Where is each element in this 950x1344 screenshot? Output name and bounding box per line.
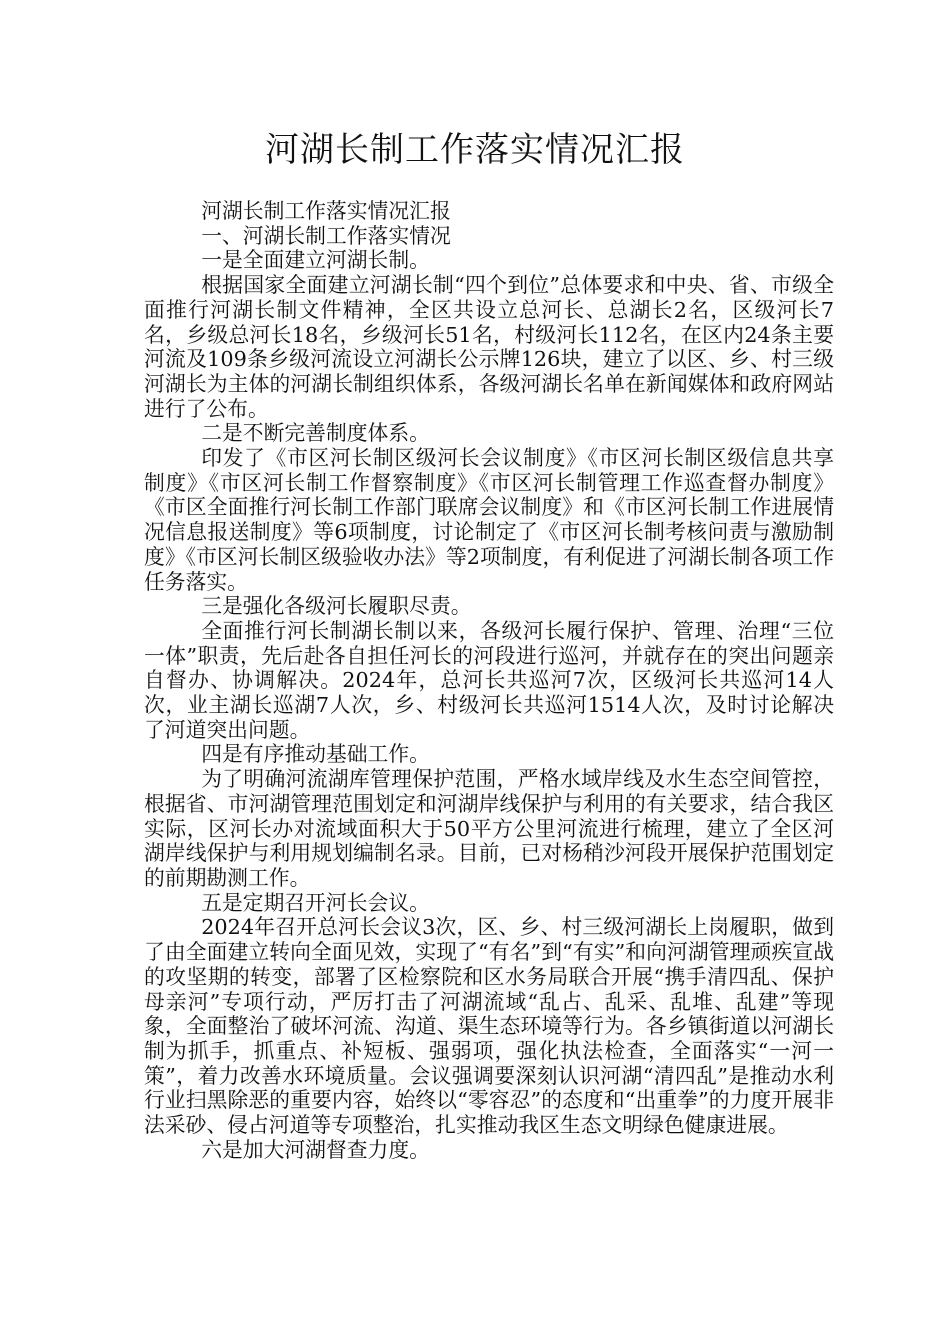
paragraph-3: 全面推行河长制湖长制以来，各级河长履行保护、管理、治理“三位一体”职责，先后赴各自担任河长的河段进行巡河，并就存在的突出问题亲自督办、协调解决。2024年，总河长共巡河7次，区级河长共巡河14人次，业主湖长巡湖7人次，乡、村级河长共巡河1514人次，及时讨论解决了河道突出问题。 [144, 618, 834, 742]
subheading-5: 五是定期召开河长会议。 [201, 890, 430, 915]
subheading-2: 二是不断完善制度体系。 [201, 421, 430, 446]
paragraph-1: 根据国家全面建立河湖长制“四个到位”总体要求和中央、省、市级全面推行河湖长制文件精神，全区共设立总河长、总湖长2名，区级河长7名，乡级总河长18名，乡级河长51名，村级河长112名，在区内24条主要河流及109条乡级河流设立河湖长公示牌126块，建立了以区、乡、村三级河湖长为主体的河湖长制组织体系，各级河湖长名单在新闻媒体和政府网站进行了公布。 [144, 273, 834, 421]
subheading-3: 三是强化各级河长履职尽责。 [201, 594, 472, 619]
subheading-4: 四是有序推动基础工作。 [201, 742, 430, 767]
body-heading-repeat: 河湖长制工作落实情况汇报 [201, 199, 451, 223]
subheading-6: 六是加大河湖督查力度。 [201, 1137, 430, 1162]
paragraph-2: 印发了《市区河长制区级河长会议制度》《市区河长制区级信息共享制度》《市区河长制工作督察制度》《市区河长制管理工作巡查督办制度》《市区全面推行河长制工作部门联席会议制度》和《市区河长制工作进展情况信息报送制度》等6项制度，讨论制定了《市区河长制考核问责与激励制度》《市区河长制区级验收办法》等2项制度，有利促进了河湖长制各项工作任务落实。 [144, 446, 834, 594]
document-body [144, 199, 834, 1162]
paragraph-5: 2024年召开总河长会议3次，区、乡、村三级河湖长上岗履职，做到了由全面建立转向全面见效，实现了“有名”到“有实”和向河湖管理顽疾宣战的攻坚期的转变，部署了区检察院和区水务局联合开展“携手清四乱、保护母亲河”专项行动，严厉打击了河湖流域“乱占、乱采、乱堆、乱建”等现象，全面整治了破坏河流、沟道、渠生态环境等行为。各乡镇街道以河湖长制为抓手，抓重点、补短板、强弱项，强化执法检查，全面落实“一河一策”，着力改善水环境质量。会议强调要深刻认识河湖“清四乱”是推动水利行业扫黑除恶的重要内容，始终以“零容忍”的态度和“出重拳”的力度开展非法采砂、侵占河道等专项整治，扎实推动我区生态文明绿色健康进展。 [144, 915, 834, 1138]
document-title: 河湖长制工作落实情况汇报 [265, 130, 685, 170]
paragraph-4: 为了明确河流湖库管理保护范围，严格水域岸线及水生态空间管控，根据省、市河湖管理范围划定和河湖岸线保护与利用的有关要求，结合我区实际，区河长办对流域面积大于50平方公里河流进行梳理，建立了全区河湖岸线保护与利用规划编制名录。目前，已对杨稍沙河段开展保护范围划定的前期勘测工作。 [144, 767, 834, 890]
section-heading-1: 一、河湖长制工作落实情况 [201, 223, 451, 248]
subheading-1: 一是全面建立河湖长制。 [201, 248, 430, 273]
